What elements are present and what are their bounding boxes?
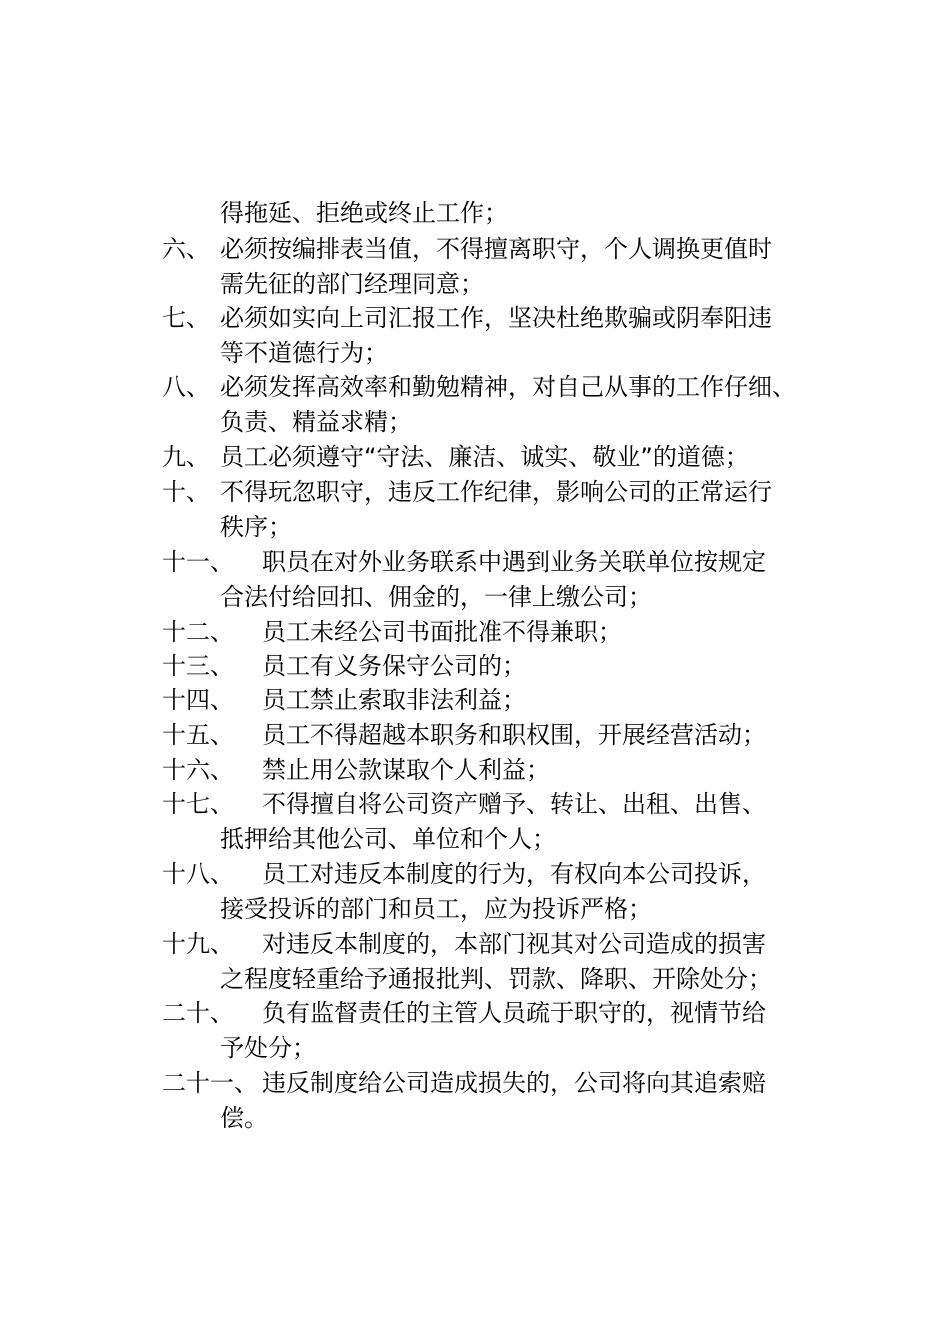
item-text: 员工未经公司书面批准不得兼职； [262, 618, 622, 646]
item-text: 必须发挥高效率和勤勉精神，对自己从事的工作仔细、 [220, 373, 796, 401]
item-text: 禁止用公款谋取个人利益； [262, 756, 550, 784]
item-text: 之程度轻重给予通报批判、罚款、降职、开除处分； [220, 965, 772, 993]
item-text: 负责、精益求精； [220, 408, 412, 436]
item-text: 员工对违反本制度的行为，有权向本公司投诉， [262, 860, 766, 888]
item-text: 抵押给其他公司、单位和个人； [220, 825, 556, 853]
item-text: 职员在对外业务联系中遇到业务关联单位按规定 [262, 548, 766, 576]
item-text: 合法付给回扣、佣金的，一律上缴公司； [220, 583, 652, 611]
item-text: 偿。 [220, 1104, 268, 1132]
item-text: 违反制度给公司造成损失的，公司将向其追索赔 [262, 1069, 766, 1097]
item-text: 需先征的部门经理同意； [220, 270, 484, 298]
item-text: 员工有义务保守公司的； [262, 652, 526, 680]
item-number: 十五、 [162, 721, 234, 749]
item-text: 员工不得超越本职务和职权围，开展经营活动； [262, 721, 766, 749]
item-text: 员工必须遵守“守法、廉洁、诚实、敬业”的道德； [220, 443, 749, 471]
item-number: 十七、 [162, 790, 234, 818]
item-text: 必须如实向上司汇报工作，坚决杜绝欺骗或阴奉阳违 [220, 304, 772, 332]
item-number: 八、 [162, 373, 210, 401]
item-number: 十八、 [162, 860, 234, 888]
item-text: 对违反本制度的，本部门视其对公司造成的损害 [262, 930, 766, 958]
item-text: 不得玩忽职守，违反工作纪律，影响公司的正常运行 [220, 478, 772, 506]
item-text: 员工禁止索取非法利益； [262, 686, 526, 714]
item-text: 等不道德行为； [220, 339, 388, 367]
item-number: 十、 [162, 478, 210, 506]
item-text: 不得擅自将公司资产赠予、转让、出租、出售、 [262, 790, 766, 818]
item-number: 十四、 [162, 686, 234, 714]
intro-continuation: 得拖延、拒绝或终止工作； [220, 199, 508, 227]
item-number: 六、 [162, 235, 210, 263]
item-number: 十一、 [162, 548, 234, 576]
item-number: 十六、 [162, 756, 234, 784]
item-number: 二十一、 [162, 1069, 258, 1097]
item-text: 负有监督责任的主管人员疏于职守的，视情节给 [262, 999, 766, 1027]
item-text: 必须按编排表当值，不得擅离职守，个人调换更值时 [220, 235, 772, 263]
item-number: 七、 [162, 304, 210, 332]
item-number: 二十、 [162, 999, 234, 1027]
item-number: 十二、 [162, 618, 234, 646]
item-number: 十三、 [162, 652, 234, 680]
item-number: 十九、 [162, 930, 234, 958]
item-number: 九、 [162, 443, 210, 471]
item-text: 接受投诉的部门和员工，应为投诉严格； [220, 895, 652, 923]
item-text: 秩序； [220, 513, 292, 541]
item-text: 予处分； [220, 1034, 316, 1062]
